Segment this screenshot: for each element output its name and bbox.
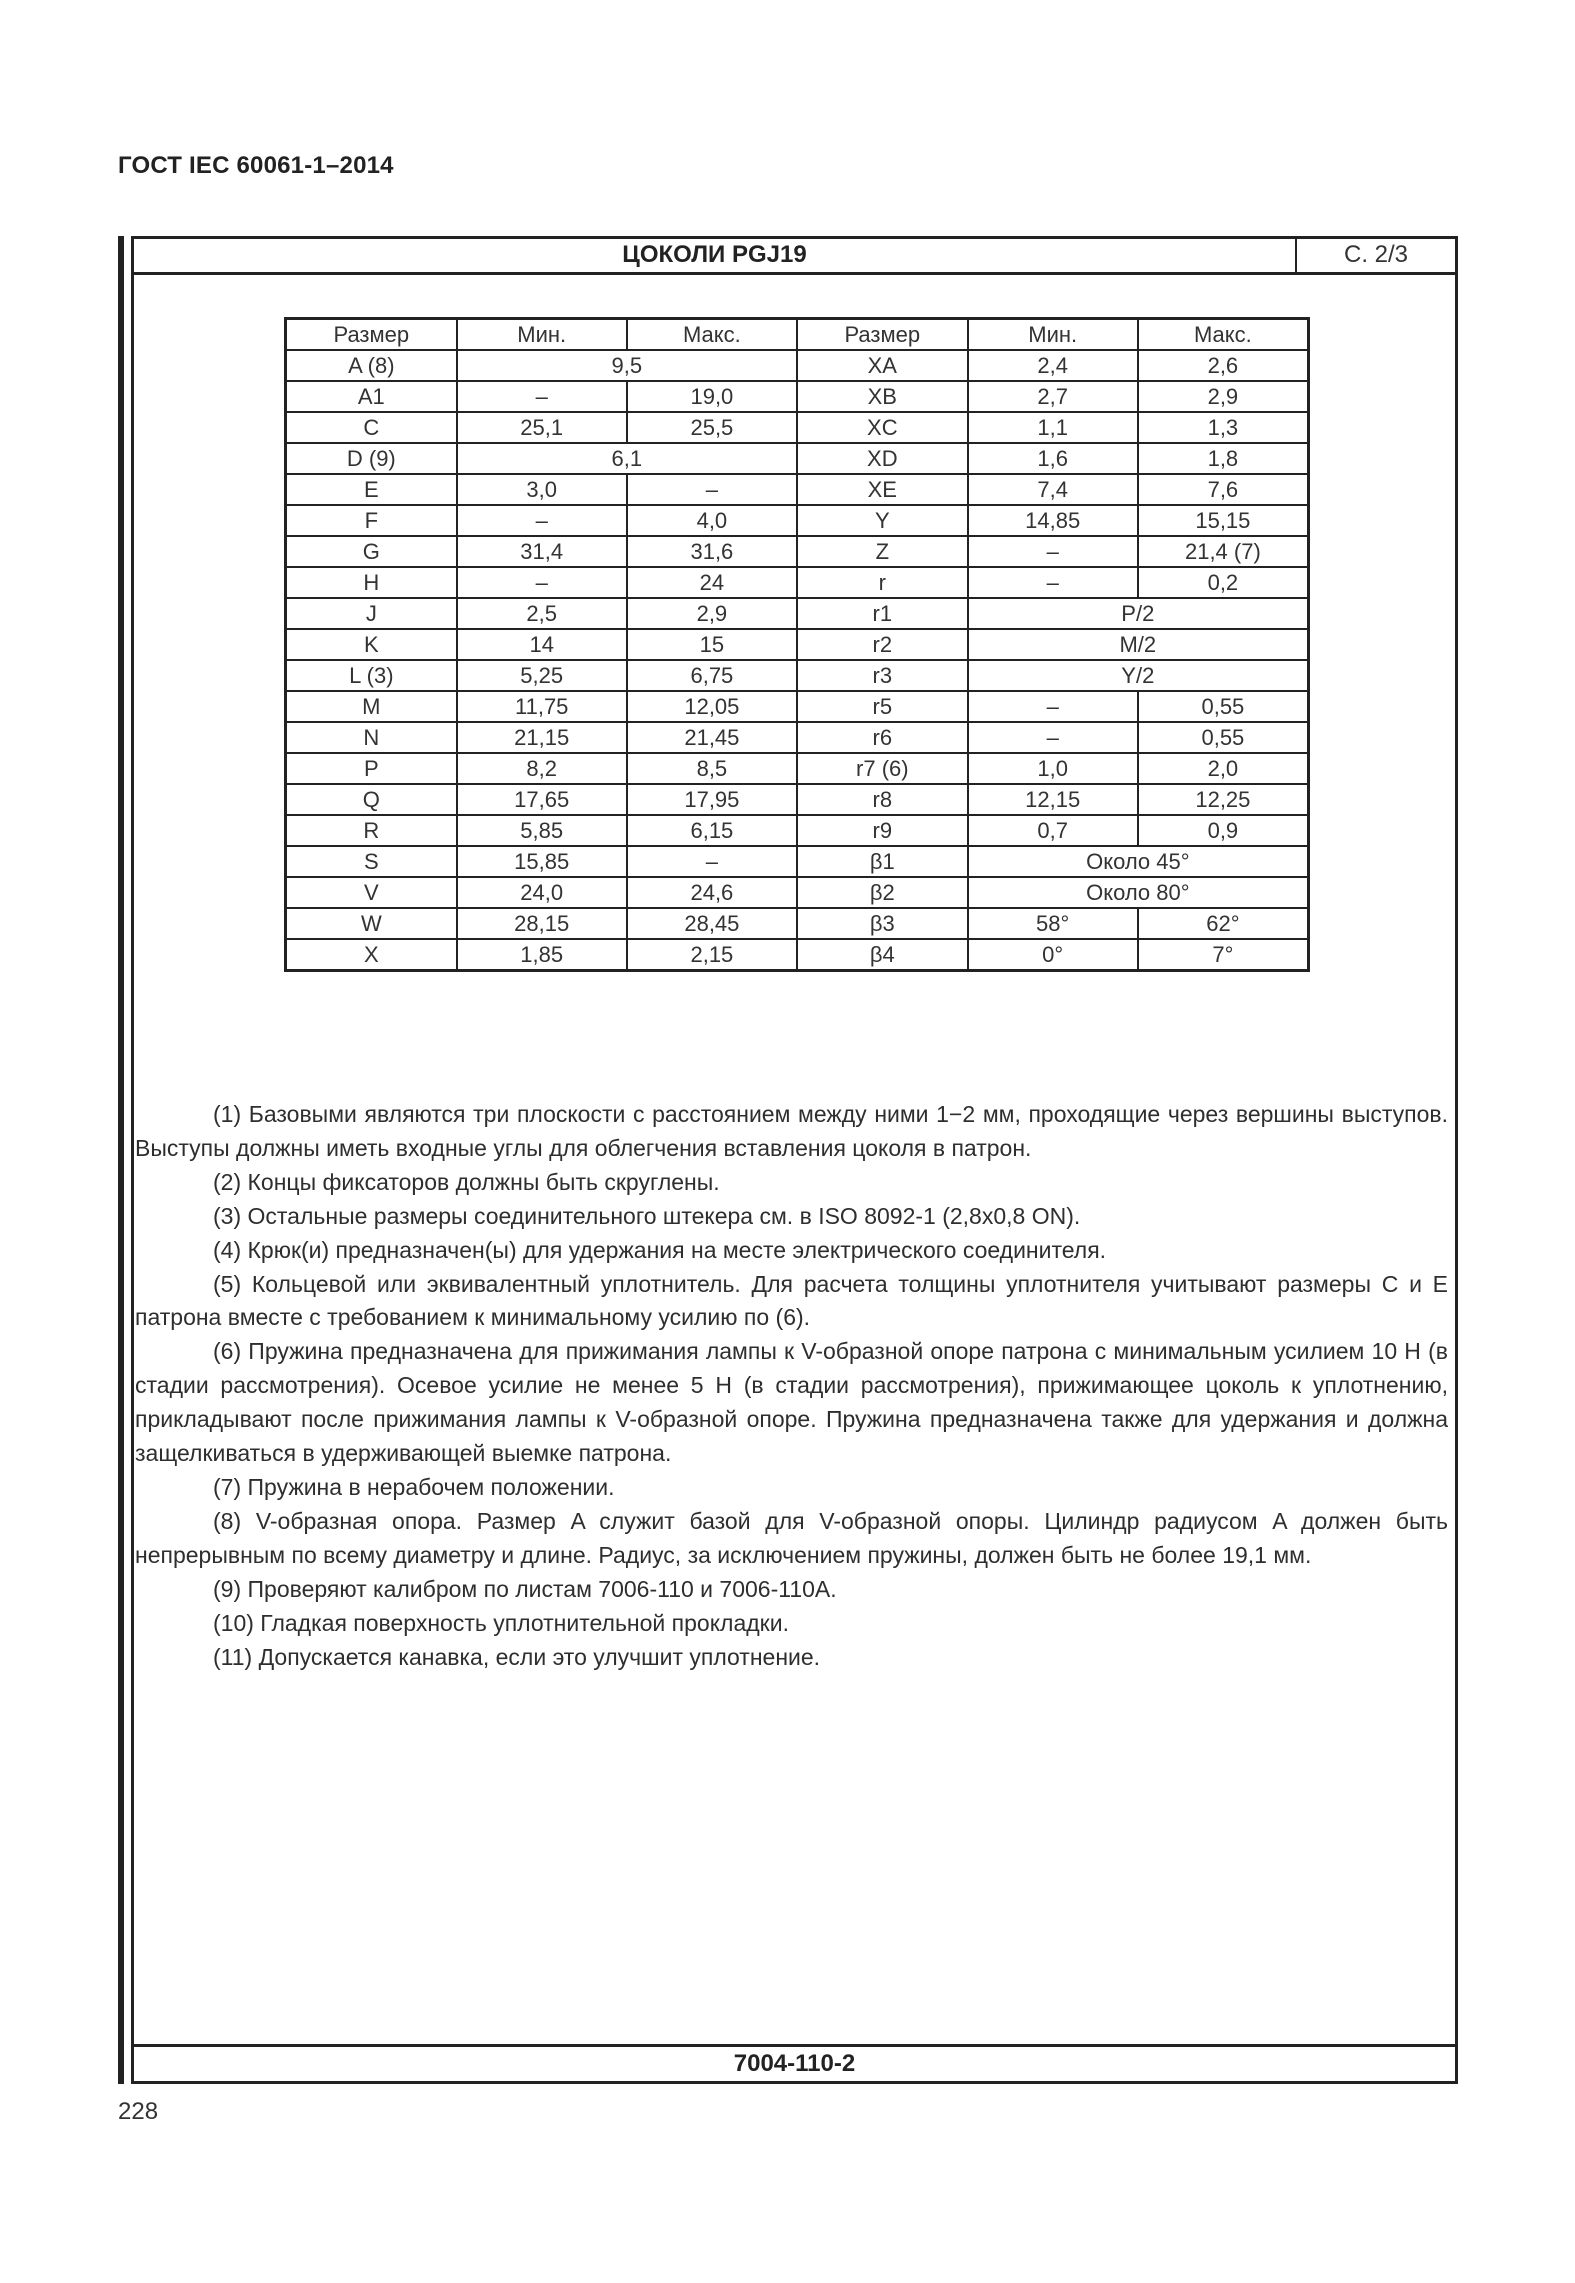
max-cell: 2,6	[1138, 350, 1309, 381]
size-cell: r5	[797, 691, 968, 722]
size-cell: H	[286, 567, 457, 598]
table-row	[286, 846, 1309, 877]
max-cell: 0,2	[1138, 567, 1309, 598]
value-cell-merged: 9,5	[457, 350, 797, 381]
max-cell: 24,6	[627, 877, 797, 908]
min-cell: 14,85	[968, 505, 1138, 536]
size-cell: r9	[797, 815, 968, 846]
max-cell: 2,9	[1138, 381, 1309, 412]
size-cell: A1	[286, 381, 457, 412]
size-cell: β3	[797, 908, 968, 939]
sheet-header	[134, 239, 1455, 275]
table-row	[286, 877, 1309, 908]
table-header-row	[286, 319, 1309, 351]
min-cell: 31,4	[457, 536, 627, 567]
max-cell: 7°	[1138, 939, 1309, 971]
column-header: Мин.	[457, 319, 627, 351]
value-cell-merged: Около 80°	[968, 877, 1309, 908]
min-cell: –	[457, 505, 627, 536]
size-cell: XD	[797, 443, 968, 474]
size-cell: r1	[797, 598, 968, 629]
standard-designation: ГОСТ IEC 60061-1–2014	[118, 152, 394, 179]
size-cell: r6	[797, 722, 968, 753]
table-row	[286, 939, 1309, 971]
max-cell: 0,55	[1138, 722, 1309, 753]
column-header: Мин.	[968, 319, 1138, 351]
min-cell: 0°	[968, 939, 1138, 971]
min-cell: 15,85	[457, 846, 627, 877]
min-cell: 17,65	[457, 784, 627, 815]
table-row	[286, 474, 1309, 505]
min-cell: 11,75	[457, 691, 627, 722]
note-item: (2) Концы фиксаторов должны быть скруглены.	[213, 1168, 720, 1195]
sheet-title: ЦОКОЛИ PGJ19	[134, 239, 1297, 272]
size-cell: r7 (6)	[797, 753, 968, 784]
note-item: (10) Гладкая поверхность уплотнительной прокладки.	[213, 1609, 789, 1636]
max-cell: 19,0	[627, 381, 797, 412]
min-cell: –	[968, 536, 1138, 567]
max-cell: 2,15	[627, 939, 797, 971]
max-cell: 4,0	[627, 505, 797, 536]
value-cell-merged: Y/2	[968, 660, 1309, 691]
size-cell: Z	[797, 536, 968, 567]
size-cell: W	[286, 908, 457, 939]
min-cell: 0,7	[968, 815, 1138, 846]
table-row	[286, 722, 1309, 753]
note-item: (8) V-образная опора. Размер A служит базой для V-образной опоры. Цилиндр радиусом A должен быть непрерывным по всему диаметру и длине. Радиус, за исключением пружины, должен быть не более 19,1 мм.	[135, 1507, 1448, 1568]
max-cell: 17,95	[627, 784, 797, 815]
min-cell: 8,2	[457, 753, 627, 784]
table-row	[286, 815, 1309, 846]
size-cell: E	[286, 474, 457, 505]
note-item: (9) Проверяют калибром по листам 7006-110 и 7006-110A.	[213, 1575, 837, 1602]
table-row	[286, 350, 1309, 381]
size-cell: S	[286, 846, 457, 877]
size-cell: M	[286, 691, 457, 722]
table-row	[286, 598, 1309, 629]
size-cell: X	[286, 939, 457, 971]
min-cell: 2,7	[968, 381, 1138, 412]
min-cell: 21,15	[457, 722, 627, 753]
min-cell: 12,15	[968, 784, 1138, 815]
max-cell: 6,75	[627, 660, 797, 691]
table-row	[286, 443, 1309, 474]
size-cell: r3	[797, 660, 968, 691]
max-cell: –	[627, 474, 797, 505]
min-cell: 1,0	[968, 753, 1138, 784]
max-cell: 25,5	[627, 412, 797, 443]
table-row	[286, 660, 1309, 691]
min-cell: –	[968, 691, 1138, 722]
min-cell: 3,0	[457, 474, 627, 505]
min-cell: 5,25	[457, 660, 627, 691]
table-row	[286, 908, 1309, 939]
value-cell-merged: Около 45°	[968, 846, 1309, 877]
max-cell: 21,4 (7)	[1138, 536, 1309, 567]
max-cell: 21,45	[627, 722, 797, 753]
size-cell: Y	[797, 505, 968, 536]
min-cell: 58°	[968, 908, 1138, 939]
min-cell: 28,15	[457, 908, 627, 939]
size-cell: XB	[797, 381, 968, 412]
max-cell: 31,6	[627, 536, 797, 567]
dimensions-table	[284, 317, 1310, 972]
max-cell: 2,9	[627, 598, 797, 629]
max-cell: 0,55	[1138, 691, 1309, 722]
table-row	[286, 753, 1309, 784]
max-cell: 62°	[1138, 908, 1309, 939]
max-cell: 15	[627, 629, 797, 660]
min-cell: 5,85	[457, 815, 627, 846]
table-row	[286, 784, 1309, 815]
min-cell: –	[457, 381, 627, 412]
min-cell: –	[968, 567, 1138, 598]
column-header: Макс.	[1138, 319, 1309, 351]
min-cell: 1,6	[968, 443, 1138, 474]
table-row	[286, 691, 1309, 722]
table-row	[286, 567, 1309, 598]
max-cell: 0,9	[1138, 815, 1309, 846]
min-cell: 1,85	[457, 939, 627, 971]
notes-section	[135, 1098, 1448, 1674]
sheet-number: 7004-110-2	[134, 2044, 1455, 2081]
column-header: Макс.	[627, 319, 797, 351]
note-item: (11) Допускается канавка, если это улучшит уплотнение.	[213, 1643, 821, 1670]
size-cell: r2	[797, 629, 968, 660]
max-cell: 24	[627, 567, 797, 598]
size-cell: L (3)	[286, 660, 457, 691]
size-cell: A (8)	[286, 350, 457, 381]
min-cell: 2,5	[457, 598, 627, 629]
size-cell: D (9)	[286, 443, 457, 474]
sheet-page-indicator: С. 2/3	[1343, 241, 1409, 268]
column-header: Размер	[797, 319, 968, 351]
value-cell-merged: 6,1	[457, 443, 797, 474]
max-cell: 28,45	[627, 908, 797, 939]
note-item: (1) Базовыми являются три плоскости с расстоянием между ними 1−2 мм, проходящие через вершины выступов. Выступы должны иметь входные углы для облегчения вставления цоколя в патрон.	[135, 1101, 1448, 1161]
max-cell: 1,3	[1138, 412, 1309, 443]
min-cell: –	[457, 567, 627, 598]
size-cell: β4	[797, 939, 968, 971]
max-cell: 15,15	[1138, 505, 1309, 536]
max-cell: 2,0	[1138, 753, 1309, 784]
min-cell: –	[968, 722, 1138, 753]
min-cell: 24,0	[457, 877, 627, 908]
frame-left-bar	[118, 236, 124, 2084]
table-row	[286, 412, 1309, 443]
size-cell: V	[286, 877, 457, 908]
size-cell: K	[286, 629, 457, 660]
page-number: 228	[118, 2098, 159, 2125]
size-cell: β2	[797, 877, 968, 908]
max-cell: 1,8	[1138, 443, 1309, 474]
min-cell: 25,1	[457, 412, 627, 443]
size-cell: J	[286, 598, 457, 629]
size-cell: XE	[797, 474, 968, 505]
size-cell: β1	[797, 846, 968, 877]
min-cell: 7,4	[968, 474, 1138, 505]
column-header: Размер	[286, 319, 457, 351]
size-cell: F	[286, 505, 457, 536]
min-cell: 2,4	[968, 350, 1138, 381]
size-cell: C	[286, 412, 457, 443]
max-cell: 12,05	[627, 691, 797, 722]
note-item: (4) Крюк(и) предназначен(ы) для удержания на месте электрического соединителя.	[213, 1236, 1107, 1263]
max-cell: 8,5	[627, 753, 797, 784]
table-row	[286, 536, 1309, 567]
size-cell: r	[797, 567, 968, 598]
value-cell-merged: M/2	[968, 629, 1309, 660]
size-cell: N	[286, 722, 457, 753]
size-cell: r8	[797, 784, 968, 815]
size-cell: XC	[797, 412, 968, 443]
note-item: (5) Кольцевой или эквивалентный уплотнитель. Для расчета толщины уплотнителя учитывают размеры C и E патрона вместе с требованием к минимальному усилию по (6).	[135, 1270, 1448, 1331]
max-cell: 7,6	[1138, 474, 1309, 505]
note-item: (7) Пружина в нерабочем положении.	[213, 1473, 615, 1500]
note-item: (6) Пружина предназначена для прижимания лампы к V-образной опоре патрона с минимальным усилием 10 Н (в стадии рассмотрения). Осевое усилие не менее 5 Н (в стадии рассмотрения), прижимающее цоколь к уплотнению, прикладывают после прижимания лампы к V-образной опоре. Пружина предназначена также для удержания и должна защелкиваться в удерживающей выемке патрона.	[135, 1338, 1448, 1467]
size-cell: P	[286, 753, 457, 784]
table-row	[286, 381, 1309, 412]
size-cell: R	[286, 815, 457, 846]
max-cell: 6,15	[627, 815, 797, 846]
note-item: (3) Остальные размеры соединительного штекера см. в ISO 8092-1 (2,8x0,8 ON).	[213, 1202, 1081, 1229]
max-cell: –	[627, 846, 797, 877]
size-cell: G	[286, 536, 457, 567]
table-row	[286, 505, 1309, 536]
min-cell: 1,1	[968, 412, 1138, 443]
value-cell-merged: P/2	[968, 598, 1309, 629]
size-cell: XA	[797, 350, 968, 381]
table-row	[286, 629, 1309, 660]
min-cell: 14	[457, 629, 627, 660]
size-cell: Q	[286, 784, 457, 815]
max-cell: 12,25	[1138, 784, 1309, 815]
